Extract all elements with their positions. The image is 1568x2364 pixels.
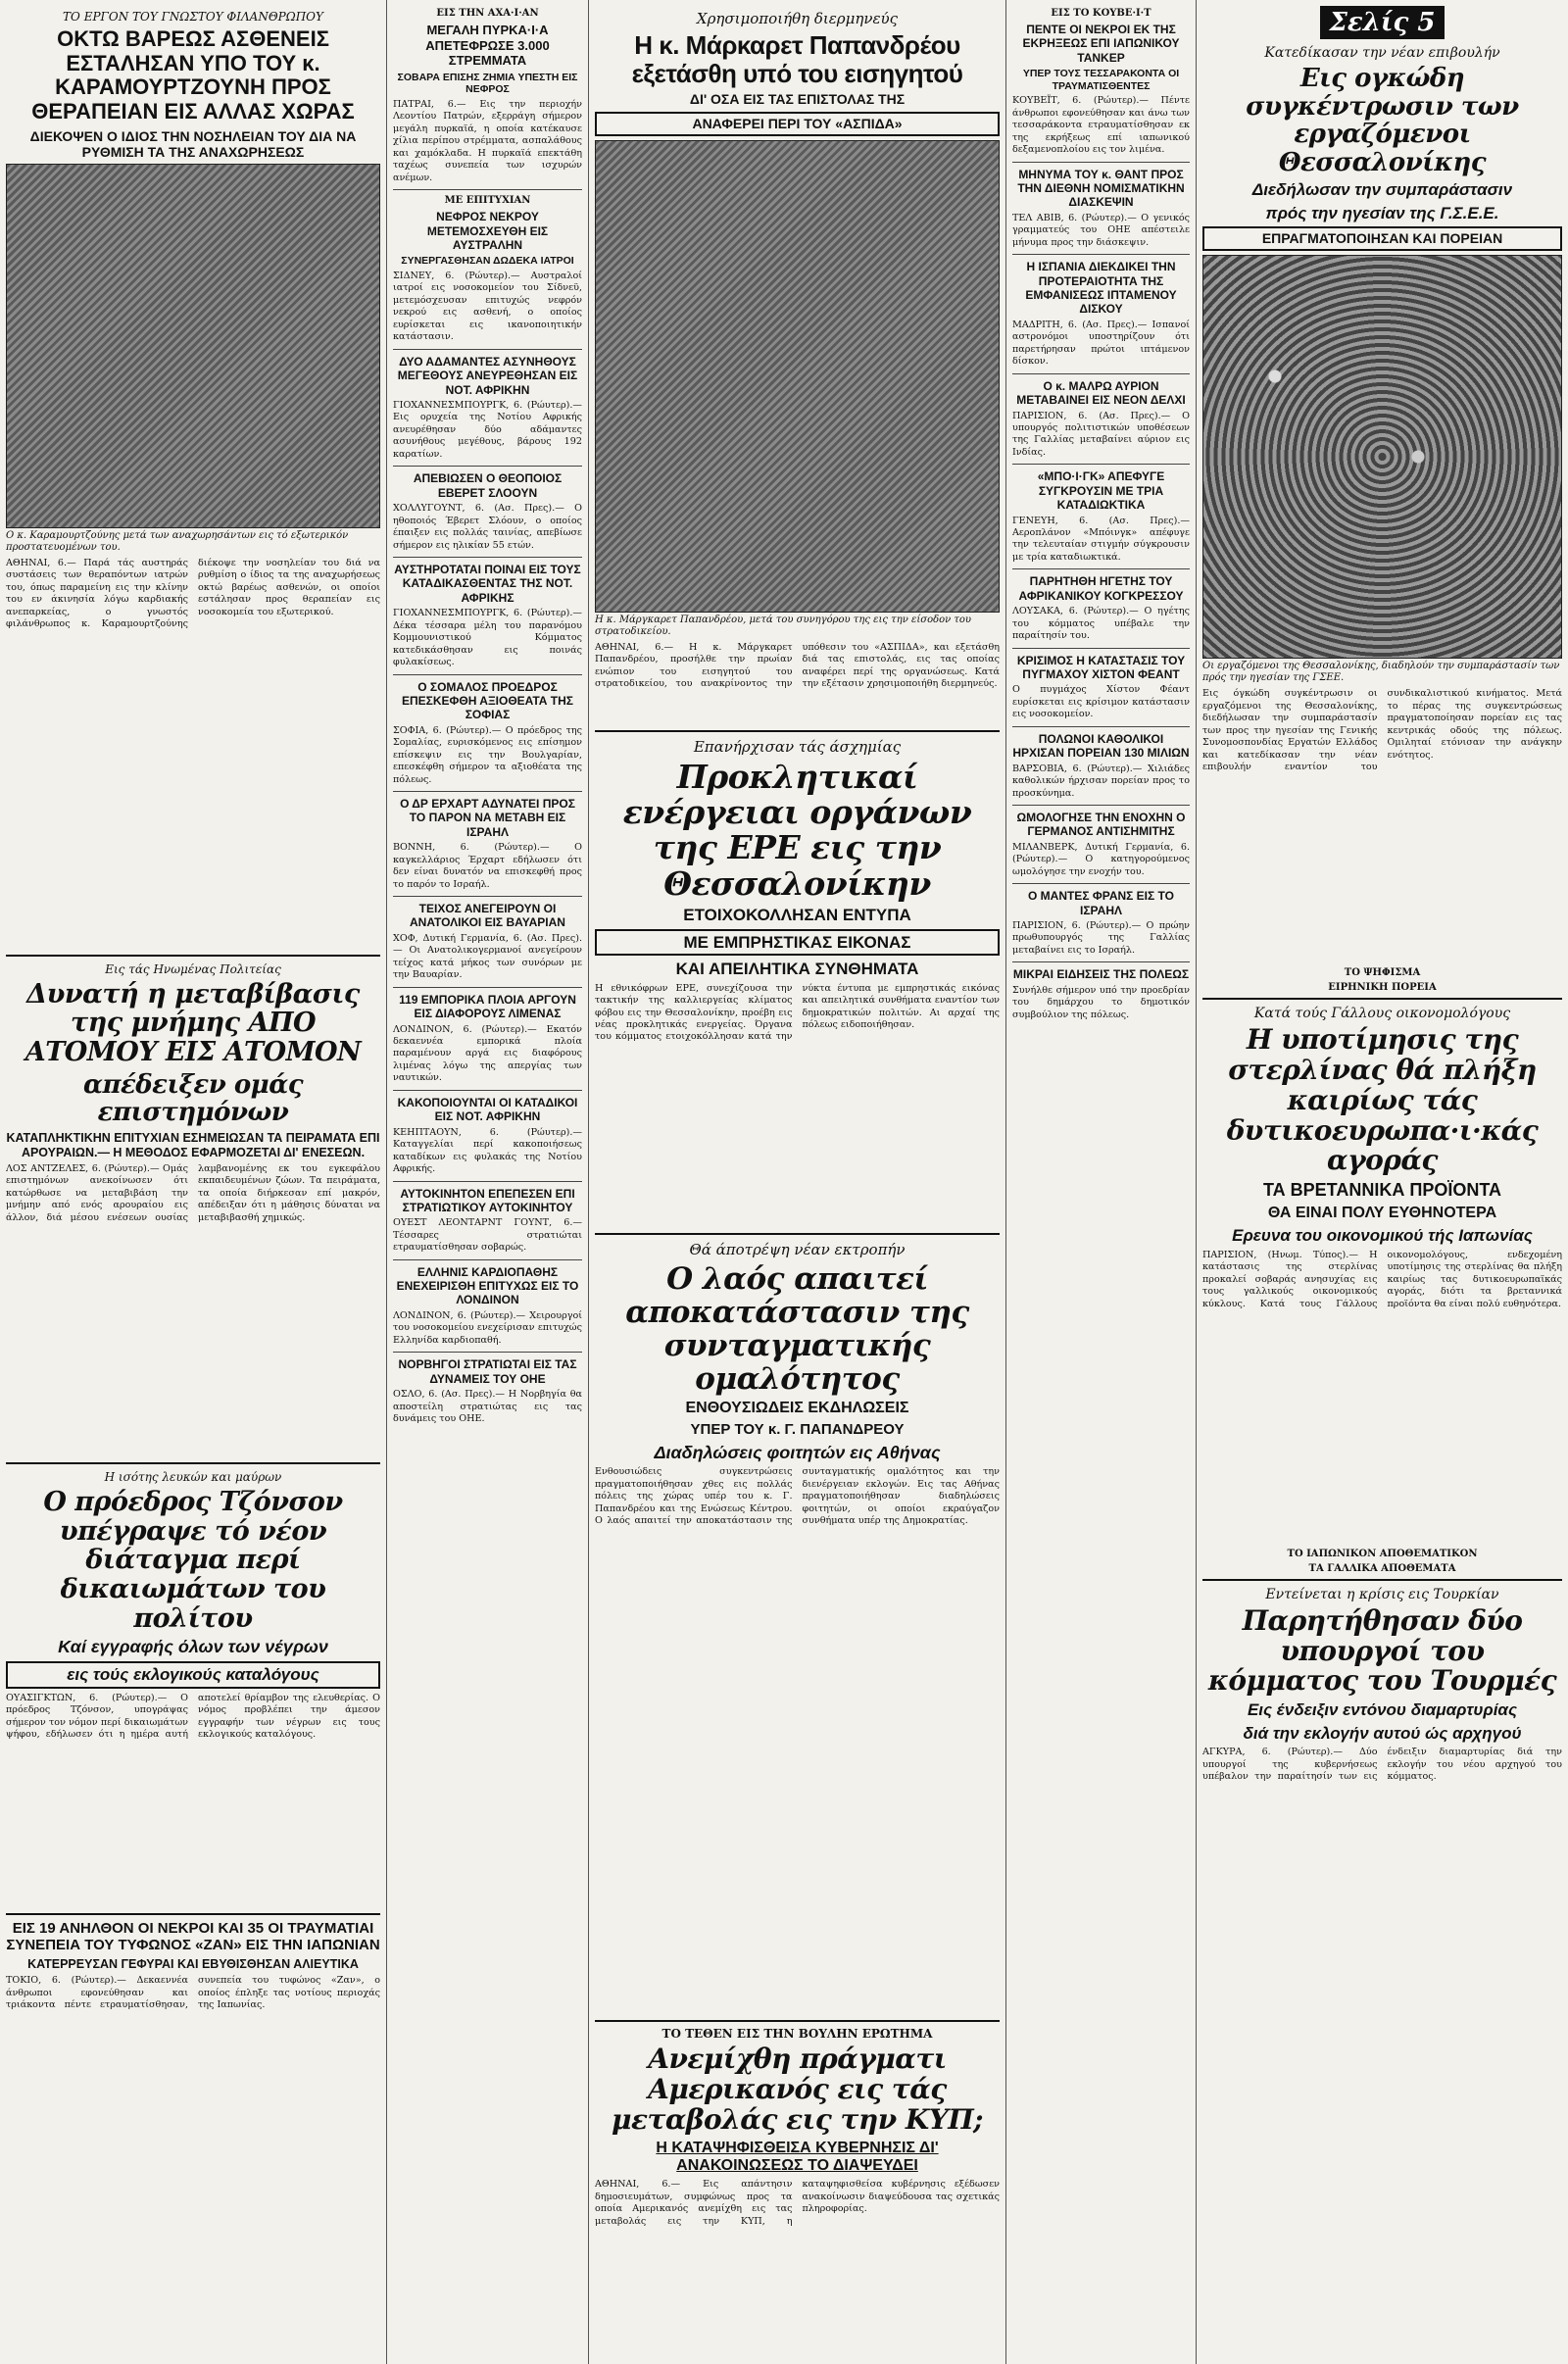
headline-tanker: ΠΕΝΤΕ ΟΙ ΝΕΚΡΟΙ ΕΚ ΤΗΣ ΕΚΡΗΞΕΩΣ ΕΠΙ ΙΑΠΩΝΙΚΟΥ ΤΑΝΚΕΡ xyxy=(1022,23,1180,65)
column-4 xyxy=(1005,0,1196,2364)
article-body: ΛΟΝΔΙΝΟΝ, 6. (Ρώυτερ).— Χειρουργοί του νοσοκομείου ενεχείρισαν επιτυχώς Ελληνίδα καρδιοπαθή. xyxy=(393,1309,582,1346)
subhead-typhoon: ΚΑΤΕΡΡΕΥΣΑΝ ΓΕΦΥΡΑΙ ΚΑΙ ΕΒΥΘΙΣΘΗΣΑΝ ΑΛΙΕΥΤΙΚΑ xyxy=(27,1957,359,1972)
article-body: Εις όγκώδη συγκέντρωσιν οι εργαζόμενοι της Θεσσαλονίκης, διεδήλωσαν την συμπαράστασίν των προς την ηγεσίαν της Γενικής Συνομοσπονδίας Εργατών Ελλάδος και κατεδίκασαν την νέαν επιβουλήν εναντίον του συνδικαλιστικού κινήματος. Μετά το πέρας της συγκεντρώσεως πραγματοποίησαν πορείαν εις τας κεντρικάς οδούς της πόλεως. Ομιληταί ετόνισαν την ανάγκην ενότητος. xyxy=(1202,688,1562,773)
photo-patients xyxy=(6,164,380,528)
headline-antisemite: ΩΜΟΛΟΓΗΣΕ ΤΗΝ ΕΝΟΧΗΝ Ο ΓΕΡΜΑΝΟΣ ΑΝΤΙΣΗΜΙΤΗΣ xyxy=(1016,810,1186,839)
subhead-turkey-1: Εις ένδειξιν εντόνου διαμαρτυρίας xyxy=(1247,1700,1518,1720)
photo-rally xyxy=(1202,255,1562,659)
column-5 xyxy=(1196,0,1568,2364)
section-label: Εις τάς Ηνωμένας Πολιτείας xyxy=(105,961,281,976)
headline-boeing: «ΜΠΟ·Ι·ΓΚ» ΑΠΕΦΥΓΕ ΣΥΓΚΡΟΥΣΙΝ ΜΕ ΤΡΙΑ ΚΑΤΑΔΙΩΚΤΙΚΑ xyxy=(1037,469,1165,513)
article-body: ΑΓΚΥΡΑ, 6. (Ρώυτερ).— Δύο υπουργοί της κυβερνήσεως υπέβαλον την παραίτησίν των εις ένδειξιν διαμαρτυρίας διά την εκλογήν του νέου αρχηγού του κόμματος. xyxy=(1202,1747,1562,1783)
article-body: ΣΟΦΙΑ, 6. (Ρώυτερ).— Ο πρόεδρος της Σομαλίας, ευρισκόμενος εις επίσημον επίσκεψιν εις την Βουλγαρίαν, επεσκέφθη σήμερον τα αξιοθέατα της πόλεως. xyxy=(393,724,582,785)
headline-johnson: Ο πρόεδρος Τζόνσον υπέγραψε τό νέον διάταγμα περί δικαιωμάτων του πολίτου xyxy=(43,1486,343,1634)
mini-heading: ΤΟ ΨΗΦΙΣΜΑ xyxy=(1344,967,1421,979)
article-body: ΠΑΤΡΑΙ, 6.— Εις την περιοχήν Λεοντίου Πατρών, εξερράγη σήμερον μεγάλη πυρκαϊά, η οποία κατέκαυσε χίλια περίπου στρέμματα, ασπαλάθους και χαμόκλαδα. Η πυρκαϊά επεκτάθη ταχέως συνεπεία των ισχυρών ανέμων. xyxy=(393,98,582,183)
headline-erhard: Ο ΔΡ ΕΡΧΑΡΤ ΑΔΥΝΑΤΕΙ ΠΡΟΣ ΤΟ ΠΑΡΟΝ ΝΑ ΜΕΤΑΒΗ ΕΙΣ ΙΣΡΑΗΛ xyxy=(400,797,575,839)
article-body: ΑΘΗΝΑΙ, 6.— Εις απάντησιν δημοσιευμάτων, συμφώνως προς τα οποία Αμερικανός ανεμίχθη εις τας μεταβολάς εις την ΚΥΠ, η καταψηφισθείσα κυβέρνησις εξέδωσεν ανακοίνωσιν διαψεύδουσα τας σχετικάς πληροφορίας. xyxy=(595,2179,1000,2227)
subhead-constitution-3: Διαδηλώσεις φοιτητών εις Αθήνας xyxy=(654,1442,941,1462)
subhead-constitution-2: ΥΠΕΡ ΤΟΥ κ. Γ. ΠΑΠΑΝΔΡΕΟΥ xyxy=(690,1421,905,1439)
headline-catholics: ΠΟΛΩΝΟΙ ΚΑΘΟΛΙΚΟΙ ΗΡΧΙΣΑΝ ΠΟΡΕΙΑΝ 130 ΜΙΛΙΩΝ xyxy=(1012,731,1190,761)
section-label: Η ισότης λευκών και μαύρων xyxy=(104,1469,282,1484)
article-body: ΣΙΔΝΕΥ, 6. (Ρώυτερ).— Αυστραλοί ιατροί εις νοσοκομείον του Σίδνεϋ, μετεμόσχευσαν επιτυχώς νεφρόν νεκρού εις ασθενή, ο οποίος ευρίσκεται εις ικανοποιητικήν κατάστασιν. xyxy=(393,271,582,343)
article-body: ΓΕΝΕΥΗ, 6. (Ασ. Πρες).— Αεροπλάνον «Μπόινγκ» απέφυγε την τελευταίαν στιγμήν σύγκρουσιν με τρία καταδιωκτικά. xyxy=(1012,515,1190,563)
kicker: ΤΟ ΕΡΓΟΝ ΤΟΥ ΓΝΩΣΤΟΥ ΦΙΛΑΝΘΡΩΠΟΥ xyxy=(63,10,323,24)
section-label: ΤΟ ΤΕΘΕΝ ΕΙΣ ΤΗΝ ΒΟΥΛΗΝ ΕΡΩΤΗΜΑ xyxy=(662,2027,933,2042)
headline-constitution: Ο λαός απαιτεί αποκατάστασιν της συνταγματικής ομαλότητος xyxy=(625,1260,969,1397)
headline-typhoon: ΕΙΣ 19 ΑΝΗΛΘΟΝ ΟΙ ΝΕΚΡΟΙ ΚΑΙ 35 ΟΙ ΤΡΑΥΜΑΤΙΑΙ ΣΥΝΕΠΕΙΑ ΤΟΥ ΤΥΦΩΝΟΣ «ΖΑΝ» ΕΙΣ ΤΗΝ ΙΑΠΩΝΙΑΝ xyxy=(6,1919,380,1953)
article-body: Ο πυγμάχος Χίστον Φέαντ ευρίσκεται εις κρίσιμον κατάστασιν εις νοσοκομείον. xyxy=(1012,684,1190,720)
subhead-memory: ΚΑΤΑΠΛΗΚΤΙΚΗΝ ΕΠΙΤΥΧΙΑΝ ΕΣΗΜΕΙΩΣΑΝ ΤΑ ΠΕΙΡΑΜΑΤΑ ΕΠΙ ΑΡΟΥΡΑΙΩΝ.— Η ΜΕΘΟΔΟΣ ΕΦΑΡΜΟΖΕΤΑΙ ΔΙ' ΕΝΕΣΕΩΝ. xyxy=(6,1130,380,1159)
kicker: ΜΕ ΕΠΙΤΥΧΙΑΝ xyxy=(444,195,531,207)
subhead-ere-3: ΚΑΙ ΑΠΕΙΛΗΤΙΚΑ ΣΥΝΘΗΜΑΤΑ xyxy=(675,960,919,979)
subhead-fire: ΣΟΒΑΡΑ ΕΠΙΣΗΣ ΖΗΜΙΑ ΥΠΕΣΤΗ ΕΙΣ ΝΕΦΡΟΣ xyxy=(397,71,578,96)
photo-caption: Οι εργαζόμενοι της Θεσσαλονίκης, διαδηλούν την συμπαράστασίν των πρός την ηγεσίαν της ΓΣΕΕ. xyxy=(1202,661,1560,684)
article-body: ΤΕΛ ΑΒΙΒ, 6. (Ρώυτερ).— Ο γενικός γραμματεύς του ΟΗΕ απέστειλε μήνυμα προς την διάσκεψιν. xyxy=(1012,212,1190,248)
page-number-logo xyxy=(1320,6,1445,39)
headline-sterling: Η υποτίμησις της στερλίνας θά πλήξη καιρίως τάς δυτικοευρωπα·ι·κάς αγοράς xyxy=(1226,1023,1539,1177)
headline-kyp: Ανεμίχθη πράγματι Αμερικανός εις τάς μεταβολάς εις την ΚΥΠ; xyxy=(611,2043,983,2136)
headline-kidney: ΝΕΦΡΟΣ ΝΕΚΡΟΥ ΜΕΤΕΜΟΣΧΕΥΘΗ ΕΙΣ ΑΥΣΤΡΑΛΗΝ xyxy=(426,210,549,253)
headline-malraux: Ο κ. ΜΑΛΡΩ ΑΥΡΙΟΝ ΜΕΤΑΒΑΙΝΕΙ ΕΙΣ ΝΕΟΝ ΔΕΛΧΙ xyxy=(1016,378,1186,408)
article-body: Η εθνικόφρων ΕΡΕ, συνεχίζουσα την τακτικήν της καλλιεργείας κλίματος φόβου εις την Θεσσαλονίκην, προέβη εις νέας προκλητικάς ενεργείας. Όργανα του κόμματος ετοιχοκόλλησαν κατά την νύκτα έντυπα με εμπρηστικάς εικόνας και απειλητικά συνθήματα εναντίον των δημοκρατικών πολιτών. Αι αρχαί της πόλεως ειδοποιήθησαν. xyxy=(595,982,1000,1043)
headline-heart: ΕΛΛΗΝΙΣ ΚΑΡΔΙΟΠΑΘΗΣ ΕΝΕΧΕΙΡΙΣΘΗ ΕΠΙΤΥΧΩΣ ΕΙΣ ΤΟ ΛΟΝΔΙΝΟΝ xyxy=(396,1264,579,1307)
headline-actor: ΑΠΕΒΙΩΣΕΝ Ο ΘΕΟΠΟΙΟΣ ΕΒΕΡΕΤ ΣΛΟΟΥΝ xyxy=(413,471,563,500)
article-body: ΒΑΡΣΟΒΙΑ, 6. (Ρώυτερ).— Χιλιάδες καθολικών ήρχισαν πορείαν προς το προσκύνημα. xyxy=(1012,763,1190,799)
headline-memory: Δυνατή η μεταβίβασις της μνήμης ΑΠΟ ΑΤΟΜΟΥ ΕΙΣ ΑΤΟΜΟΝ xyxy=(24,978,362,1068)
section-label: Επανήρχισαν τάς άσχημίας xyxy=(693,737,902,756)
subhead-tanker: ΥΠΕΡ ΤΟΥΣ ΤΕΣΣΑΡΑΚΟΝΤΑ ΟΙ ΤΡΑΥΜΑΤΙΣΘΕΝΤΕΣ xyxy=(1022,68,1180,92)
headline-fire: ΜΕΓΑΛΗ ΠΥΡΚΑ·Ι·Α ΑΠΕΤΕΦΡΩΣΕ 3.000 ΣΤΡΕΜΜΑΤΑ xyxy=(425,23,550,69)
article-body: ΑΘΗΝΑΙ, 6.— Παρά τάς αυστηράς συστάσεις των θεραπόντων ιατρών του, όπως παραμείνη εις την κλίνην του εν άκινησία λόγω καρδιακής ανεπαρκείας, ο γνωστός φιλάνθρωπος κ. Καραμουρτζούνης διέκοψε την νοσηλείαν του διά να ρυθμίση ο ίδιος τα της αναχωρήσεως οκτώ βαρέως ασθενών, οι οποίοι εστάλησαν προς θεραπείαν εις νοσοκομεία του εξωτερικού. xyxy=(6,557,380,630)
mini-heading: ΤΟ ΙΑΠΩΝΙΚΟΝ ΑΠΟΘΕΜΑΤΙΚΟΝ xyxy=(1287,1548,1478,1559)
headline-somali: Ο ΣΟΜΑΛΟΣ ΠΡΟΕΔΡΟΣ ΕΠΕΣΚΕΦΘΗ ΑΞΙΟΘΕΑΤΑ ΤΗΣ ΣΟΦΙΑΣ xyxy=(402,679,573,722)
column-3 xyxy=(588,0,1005,2364)
headline-city-news: ΜΙΚΡΑΙ ΕΙΔΗΣΕΙΣ ΤΗΣ ΠΟΛΕΩΣ xyxy=(1012,967,1190,982)
headline-norway: ΝΟΡΒΗΓΟΙ ΣΤΡΑΤΙΩΤΑΙ ΕΙΣ ΤΑΣ ΔΥΝΑΜΕΙΣ ΤΟΥ ΟΗΕ xyxy=(398,1357,577,1386)
subhead-sterling-2: ΘΑ ΕΙΝΑΙ ΠΟΛΥ ΕΥΘΗΝΟΤΕΡΑ xyxy=(1267,1204,1497,1221)
section-label: Κατά τούς Γάλλους οικονομολόγους xyxy=(1253,1006,1511,1022)
headline-sentences: ΑΥΣΤΗΡΟΤΑΤΑΙ ΠΟΙΝΑΙ ΕΙΣ ΤΟΥΣ ΚΑΤΑΔΙΚΑΣΘΕΝΤΑΣ ΤΗΣ ΝΟΤ. ΑΦΡΙΚΗΣ xyxy=(394,563,581,605)
headline-ufo: Η ΙΣΠΑΝΙΑ ΔΙΕΚΔΙΚΕΙ ΤΗΝ ΠΡΟΤΕΡΑΙΟΤΗΤΑ ΤΗΣ ΕΜΦΑΝΙΣΕΩΣ ΙΠΤΑΜΕΝΟΥ ΔΙΣΚΟΥ xyxy=(1025,260,1177,317)
photo-caption: Ο κ. Καραμουρτζούνης μετά των αναχωρησάντων εις τό εξωτερικόν προστατευομένων του. xyxy=(6,529,349,553)
article-body: ΧΟΛΛΥΓΟΥΝΤ, 6. (Ασ. Πρες).— Ο ηθοποιός Έβερετ Σλόουν, ο οποίος έπαιξεν εις πολλάς ταινίας, απεβίωσε σήμερον εις ηλικίαν 55 ετών. xyxy=(393,503,582,551)
article-body: ΟΥΕΣΤ ΛΕΟΝΤΑΡΝΤ ΓΟΥΝΤ, 6.— Τέσσαρες στρατιώται ετραυματίσθησαν σοβαρώς. xyxy=(393,1217,582,1254)
headline-congress: ΠΑΡΗΤΗΘΗ ΗΓΕΤΗΣ ΤΟΥ ΑΦΡΙΚΑΝΙΚΟΥ ΚΟΓΚΡΕΣΣΟΥ xyxy=(1018,574,1184,603)
subhead: ΔΙΕΚΟΨΕΝ Ο ΙΔΙΟΣ ΤΗΝ ΝΟΣΗΛΕΙΑΝ ΤΟΥ ΔΙΑ ΝΑ ΡΥΘΜΙΣΗ ΤΑ ΤΗΣ ΑΝΑΧΩΡΗΣΕΩΣ xyxy=(29,127,357,160)
headline-workers: Εις ογκώδη συγκέντρωσιν των εργαζόμενοι Θεσσαλονίκης xyxy=(1246,64,1519,177)
mini-heading: ΕΙΡΗΝΙΚΗ ΠΟΡΕΙΑ xyxy=(1328,982,1437,994)
subhead-turkey-2: διά την εκλογήν αυτού ώς αρχηγού xyxy=(1243,1723,1522,1743)
article-body: ΑΘΗΝΑΙ, 6.— Η κ. Μάργκαρετ Παπανδρέου, προσήλθε την πρωίαν ενώπιον του εισηγητού του στρατοδικείου, του ανακρίνοντος την υπόθεσιν του «ΑΣΠΙΔΑ», και εξετάσθη διά τας επιστολάς, εις τας οποίας αναφέρει περί της οργανώσεως. Κατά την εξέτασιν χρησιμοποιήθη διερμηνεύς. xyxy=(595,641,1000,690)
headline-ere: Προκλητικαί ενέργειαι οργάνων της ΕΡΕ εις την Θεσσαλονίκην xyxy=(622,757,972,903)
subhead-kyp: Η ΚΑΤΑΨΗΦΙΣΘΕΙΣΑ ΚΥΒΕΡΝΗΣΙΣ ΔΙ' ΑΝΑΚΟΙΝΩΣΕΩΣ ΤΟ ΔΙΑΨΕΥΔΕΙ xyxy=(656,2139,939,2175)
subhead-johnson-1: Καί εγγραφής όλων των νέγρων xyxy=(58,1637,328,1657)
subhead-workers-1: Διεδήλωσαν την συμπαράστασιν xyxy=(1251,180,1513,200)
headline-turkey: Παρητήθησαν δύο υπουργοί του κόμματος του Τουρμές xyxy=(1207,1603,1557,1698)
headline-thant: ΜΗΝΥΜΑ ΤΟΥ κ. ΘΑΝΤ ΠΡΟΣ ΤΗΝ ΔΙΕΘΝΗ ΝΟΜΙΣΜΑΤΙΚΗΝ ΔΙΑΣΚΕΨΙΝ xyxy=(1017,167,1185,210)
headline-memory-sub: απέδειξεν ομάς επιστημόνων xyxy=(82,1069,304,1128)
article-body: ΠΑΡΙΣΙΟΝ, 6. (Ρώυτερ).— Ο πρώην πρωθυπουργός της Γαλλίας μεταβαίνει εις το Ισραήλ. xyxy=(1012,919,1190,956)
subhead-sterling-1: ΤΑ ΒΡΕΤΑΝΝΙΚΑ ΠΡΟΪΟΝΤΑ xyxy=(1263,1180,1501,1201)
photo-margaret xyxy=(595,140,1000,613)
photo-caption: Η κ. Μάργκαρετ Παπανδρέου, μετά του συνηγόρου της εις την είσοδον του στρατοδικείου. xyxy=(595,614,972,637)
article-body: ΛΟΥΣΑΚΑ, 6. (Ρώυτερ).— Ο ηγέτης του κόμματος υπέβαλε την παραίτησίν του. xyxy=(1012,606,1190,642)
article-body: ΚΟΥΒΕΪΤ, 6. (Ρώυτερ).— Πέντε άνθρωποι εφονεύθησαν και άνω των τεσσαράκοντα ετραυματίσθησαν εκ της εκρήξεως επί ιαπωνικού δεξαμενοπλοίου εις τον λιμένα. xyxy=(1012,95,1190,156)
mini-heading: ΤΑ ΓΑΛΛΙΚΑ ΑΠΟΘΕΜΑΤΑ xyxy=(1308,1562,1456,1574)
article-body: ΓΙΟΧΑΝΝΕΣΜΠΟΥΡΓΚ, 6. (Ρώυτερ).— Δέκα τέσσαρα μέλη του παρανόμου Κομμουνιστικού Κόμματος κατεδικάσθησαν εις ποινάς φυλακίσεως. xyxy=(393,608,582,668)
kicker: ΕΙΣ ΤΗΝ ΑΧΑ·Ι·ΑΝ xyxy=(436,8,539,19)
subhead-ere-1: ΕΤΟΙΧΟΚΟΛΛΗΣΑΝ ΕΝΤΥΠΑ xyxy=(683,905,911,924)
article-body: ΚΕΗΠΤΑΟΥΝ, 6. (Ρώυτερ).— Καταγγελίαι περί κακοποιήσεως καταδίκων εις φυλακάς της Νοτίου Αφρικής. xyxy=(393,1126,582,1175)
article-body: ΓΙΟΧΑΝΝΕΣΜΠΟΥΡΓΚ, 6. (Ρώυτερ).— Εις ορυχεία της Νοτίου Αφρικής ανευρέθησαν δύο αδάμαντες ασυνήθους μεγέθους, βάρους 192 καρατίων. xyxy=(393,400,582,460)
headline-margaret: Η κ. Μάρκαρετ Παπανδρέου εξετάσθη υπό του εισηγητού xyxy=(631,30,963,88)
article-body: ΠΑΡΙΣΙΟΝ, (Ηνωμ. Τύπος).— Η κατάστασις της στερλίνας προκαλεί σοβαράς ανησυχίας εις τους γαλλικούς οικονομικούς κύκλους. Κατά τους Γάλλους οικονομολόγους, ενδεχομένη υποτίμησις της στερλίνας θα πλήξη καιρίως τας δυτικοευρωπαϊκάς αγοράς, διότι τα βρεταννικά προϊόντα θα είναι πολύ ευθηνότερα. xyxy=(1202,1249,1562,1309)
page-number: Σελίς 5 xyxy=(1329,8,1436,37)
column-1 xyxy=(0,0,386,2364)
subhead-1: ΔΙ' ΟΣΑ ΕΙΣ ΤΑΣ ΕΠΙΣΤΟΛΑΣ ΤΗΣ xyxy=(689,91,906,108)
article-body: Συνήλθε σήμερον υπό την προεδρίαν του δημάρχου το δημοτικόν συμβούλιον της πόλεως. xyxy=(1012,984,1190,1020)
article-body: ΠΑΡΙΣΙΟΝ, 6. (Ασ. Πρες).— Ο υπουργός πολιτιστικών υποθέσεων της Γαλλίας μεταβαίνει αύριον εις Ινδίας. xyxy=(1012,410,1190,458)
kicker: ΕΙΣ ΤΟ ΚΟΥΒΕ·Ι·Τ xyxy=(1051,8,1152,19)
article-body: Ενθουσιώδεις συγκεντρώσεις πραγματοποιήθησαν χθες εις πολλάς πόλεις της χώρας υπέρ του κ. Γ. Παπανδρέου και της Ενώσεως Κέντρου. Ο λαός απαιτεί την αποκατάστασιν της συνταγματικής ομαλότητος και την διενέργειαν εκλογών. Εις τας Αθήνας πραγματοποιήθησαν διαδηλώσεις φοιτητών, οι οποίοι εκραύγαζον συνθήματα υπέρ της Δημοκρατίας. xyxy=(595,1466,1000,1527)
article-body: ΛΟΝΔΙΝΟΝ, 6. (Ρώυτερ).— Εκατόν δεκαεννέα εμπορικά πλοία παραμένουν αργά εις διαφόρους λιμένας λόγω της απεργίας των ναυτικών. xyxy=(393,1023,582,1084)
article-body: ΧΟΦ, Δυτική Γερμανία, 6. (Ασ. Πρες).— Οι Ανατολικογερμανοί ανεγείρουν τείχος κατά μήκος των συνόρων με την Βαυαρίαν. xyxy=(393,932,582,981)
article-body: ΤΟΚΙΟ, 6. (Ρώυτερ).— Δεκαεννέα άνθρωποι εφονεύθησαν και τριάκοντα πέντε ετραυματίσθησαν, συνεπεία του τυφώνος «Ζαν», ο οποίος έπληξε τας νοτίους περιοχάς της Ιαπωνίας. xyxy=(6,1975,380,2011)
article-body: ΟΣΛΟ, 6. (Ασ. Πρες).— Η Νορβηγία θα αποστείλη στρατιώτας εις τας δυνάμεις του ΟΗΕ. xyxy=(393,1389,582,1424)
section-label: Θά άποτρέψη νέαν εκτροπήν xyxy=(689,1240,906,1258)
subhead-johnson-2: εις τούς εκλογικούς καταλόγους xyxy=(6,1661,380,1689)
article-body: ΜΑΔΡΙΤΗ, 6. (Ασ. Πρες).— Ισπανοί αστρονόμοι υποστηρίζουν ότι παρετήρησαν πρώτοι ιπτάμενον δίσκον. xyxy=(1012,319,1190,368)
article-body: ΟΥΑΣΙΓΚΤΩΝ, 6. (Ρώυτερ).— Ο πρόεδρος Τζόνσον, υπογράψας σήμερον τον νόμον περί δικαιωμάτων ψήφου, εδήλωσεν ότι η ημέρα αυτή αποτελεί θρίαμβον της ελευθερίας. Ο νόμος προβλέπει την άμεσον εγγραφήν των νέγρων εις τους εκλογικούς καταλόγους. xyxy=(6,1692,380,1741)
subhead-workers-3: ΕΠΡΑΓΜΑΤΟΠΟΙΗΣΑΝ ΚΑΙ ΠΟΡΕΙΑΝ xyxy=(1202,226,1562,251)
article-body: ΒΟΝΝΗ, 6. (Ρώυτερ).— Ο καγκελλάριος Έρχαρτ εδήλωσεν ότι δεν είναι δυνατόν να επισκεφθή προς το παρόν το Ισραήλ. xyxy=(393,842,582,890)
subhead-2: ΑΝΑΦΕΡΕΙ ΠΕΡΙ ΤΟΥ «ΑΣΠΙΔΑ» xyxy=(595,112,1000,136)
headline-car: ΑΥΤΟΚΙΝΗΤΟΝ ΕΠΕΠΕΣΕΝ ΕΠΙ ΣΤΡΑΤΙΩΤΙΚΟΥ ΑΥΤΟΚΙΝΗΤΟΥ xyxy=(400,1186,575,1214)
subhead-ere-2: ΜΕ ΕΜΠΡΗΣΤΙΚΑΣ ΕΙΚΟΝΑΣ xyxy=(595,929,1000,957)
headline-diamonds: ΔΥΟ ΑΔΑΜΑΝΤΕΣ ΑΣΥΝΗΘΟΥΣ ΜΕΓΕΘΟΥΣ ΑΝΕΥΡΕΘΗΣΑΝ ΕΙΣ ΝΟΤ. ΑΦΡΙΚΗΝ xyxy=(397,354,578,397)
kicker: Χρησιμοποιήθη διερμηνεύς xyxy=(696,10,899,27)
article-body: ΛΟΣ ΑΝΤΖΕΛΕΣ, 6. (Ρώυτερ).— Ομάς επιστημόνων ανεκοίνωσεν ότι κατώρθωσε να μεταβιβάση την μνήμην από ενός αρουραίου εις άλλον, διά μέσου ενέσεων ουσίας λαμβανομένης εκ του εγκεφάλου εκπαιδευμένων ζώων. Τα πειράματα, τα οποία διήρκεσαν επί μακρόν, απέδειξαν ότι η μάθησις δύναται να μεταβιβασθή χημικώς. xyxy=(6,1162,380,1223)
headline-wall: ΤΕΙΧΟΣ ΑΝΕΓΕΙΡΟΥΝ ΟΙ ΑΝΑΤΟΛΙΚΟΙ ΕΙΣ ΒΑΥΑΡΙΑΝ xyxy=(410,902,565,930)
headline-prisoners: ΚΑΚΟΠΟΙΟΥΝΤΑΙ ΟΙ ΚΑΤΑΔΙΚΟΙ ΕΙΣ ΝΟΤ. ΑΦΡΙΚΗΝ xyxy=(397,1095,578,1124)
headline-ships: 119 ΕΜΠΟΡΙΚΑ ΠΛΟΙΑ ΑΡΓΟΥΝ ΕΙΣ ΔΙΑΦΟΡΟΥΣ ΛΙΜΕΝΑΣ xyxy=(399,992,576,1021)
headline-boxer: ΚΡΙΣΙΜΟΣ Η ΚΑΤΑΣΤΑΣΙΣ ΤΟΥ ΠΥΓΜΑΧΟΥ ΧΙΣΤΟΝ ΦΕΑΝΤ xyxy=(1016,653,1186,681)
kicker: Κατεδίκασαν την νέαν επιβουλήν xyxy=(1264,45,1500,61)
subhead-sterling-3: Ερευνα του οικονομικού τής Ιαπωνίας xyxy=(1232,1226,1533,1246)
section-label: Εντείνεται η κρίσις εις Τουρκίαν xyxy=(1265,1586,1499,1602)
headline-mendes: Ο ΜΑΝΤΕΣ ΦΡΑΝΣ ΕΙΣ ΤΟ ΙΣΡΑΗΛ xyxy=(1027,889,1174,917)
subhead-constitution-1: ΕΝΘΟΥΣΙΩΔΕΙΣ ΕΚΔΗΛΩΣΕΙΣ xyxy=(685,1399,909,1416)
subhead-kidney: ΣΥΝΕΡΓΑΣΘΗΣΑΝ ΔΩΔΕΚΑ ΙΑΤΡΟΙ xyxy=(401,255,574,268)
column-2 xyxy=(386,0,588,2364)
article-body: ΜΙΛΑΝΒΕΡΚ, Δυτική Γερμανία, 6. (Ρώυτερ).— Ο κατηγορούμενος ωμολόγησε την ενοχήν του. xyxy=(1012,841,1190,877)
subhead-workers-2: πρός την ηγεσίαν της Γ.Σ.Ε.Ε. xyxy=(1265,203,1499,222)
headline: ΟΚΤΩ ΒΑΡΕΩΣ ΑΣΘΕΝΕΙΣ ΕΣΤΑΛΗΣΑΝ ΥΠΟ ΤΟΥ κ. ΚΑΡΑΜΟΥΡΤΖΟΥΝΗ ΠΡΟΣ ΘΕΡΑΠΕΙΑΝ ΕΙΣ ΑΛΛΑΣ ΧΩΡΑΣ xyxy=(31,26,355,123)
